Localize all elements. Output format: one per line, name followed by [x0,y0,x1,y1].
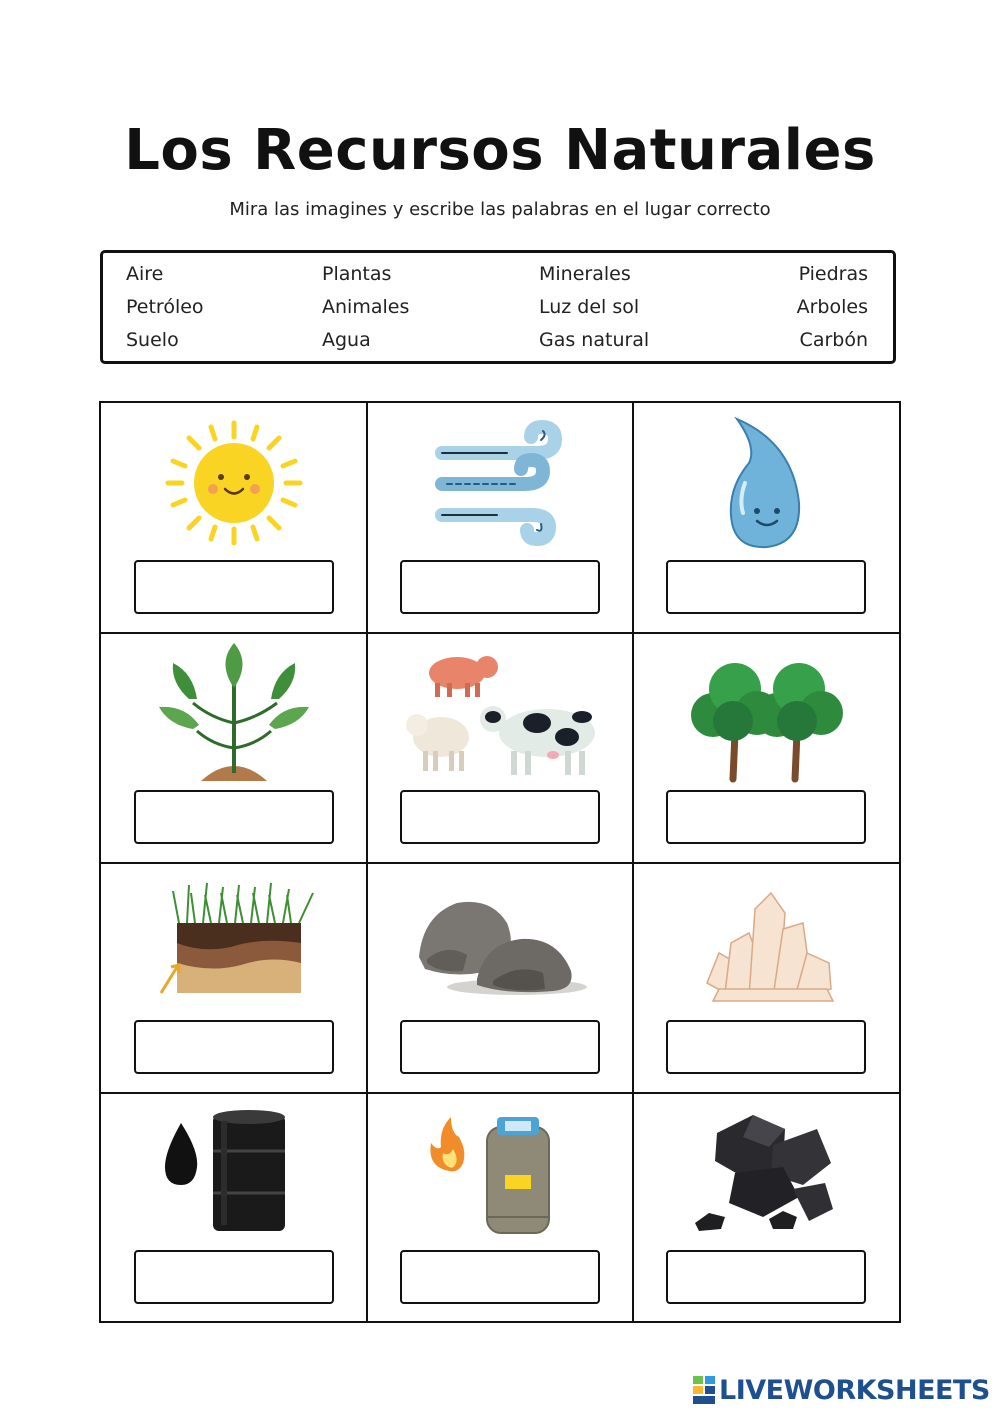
liveworksheets-mark-icon [693,1376,715,1404]
answer-input-sun[interactable] [134,560,334,614]
word-bank-item: Arboles [796,296,868,318]
word-bank-item: Carbón [799,329,868,351]
rocks-icon [367,863,633,1013]
word-bank-item: Suelo [126,329,179,351]
answer-input-animals[interactable] [400,790,600,844]
answer-input-water[interactable] [666,560,866,614]
water-drop-icon [633,403,899,553]
trees-icon [633,633,899,783]
picture-cell-plants [101,633,367,863]
picture-cell-soil [101,863,367,1093]
picture-cell-wind [367,403,633,633]
answer-input-wind[interactable] [400,560,600,614]
liveworksheets-logo [693,1372,990,1408]
answer-input-soil[interactable] [134,1020,334,1074]
word-bank-item: Luz del sol [539,296,640,318]
word-bank-item: Piedras [798,263,868,285]
word-bank-item: Gas natural [539,329,650,351]
picture-cell-sun [101,403,367,633]
answer-input-oil[interactable] [134,1250,334,1304]
wind-icon [367,403,633,553]
word-bank-item: Minerales [539,263,631,285]
word-bank-item: Agua [322,329,371,351]
answer-input-gas[interactable] [400,1250,600,1304]
crystals-icon [633,863,899,1013]
picture-cell-animals [367,633,633,863]
picture-cell-rocks [367,863,633,1093]
oil-barrel-icon [101,1093,367,1243]
farm-animals-icon [367,633,633,783]
logo-text: LIVEWORKSHEETS [719,1374,990,1406]
worksheet-title: Los Recursos Naturales [124,118,876,183]
word-bank-item: Plantas [322,263,392,285]
picture-cell-oil [101,1093,367,1323]
gas-cylinder-icon [367,1093,633,1243]
picture-grid [99,401,901,1323]
plant-icon [101,633,367,783]
word-bank-item: Aire [126,263,164,285]
answer-input-plants[interactable] [134,790,334,844]
coal-icon [633,1093,899,1243]
picture-cell-gas [367,1093,633,1323]
answer-input-rocks[interactable] [400,1020,600,1074]
picture-cell-trees [633,633,899,863]
soil-layers-icon [101,863,367,1013]
picture-cell-minerals [633,863,899,1093]
answer-input-minerals[interactable] [666,1020,866,1074]
answer-input-trees[interactable] [666,790,866,844]
picture-cell-water [633,403,899,633]
picture-cell-coal [633,1093,899,1323]
word-bank [100,250,896,364]
sun-icon [101,403,367,553]
worksheet-instruction: Mira las imagines y escribe las palabras en el lugar correcto [229,199,771,220]
word-bank-item: Animales [322,296,410,318]
answer-input-coal[interactable] [666,1250,866,1304]
word-bank-item: Petróleo [126,296,204,318]
